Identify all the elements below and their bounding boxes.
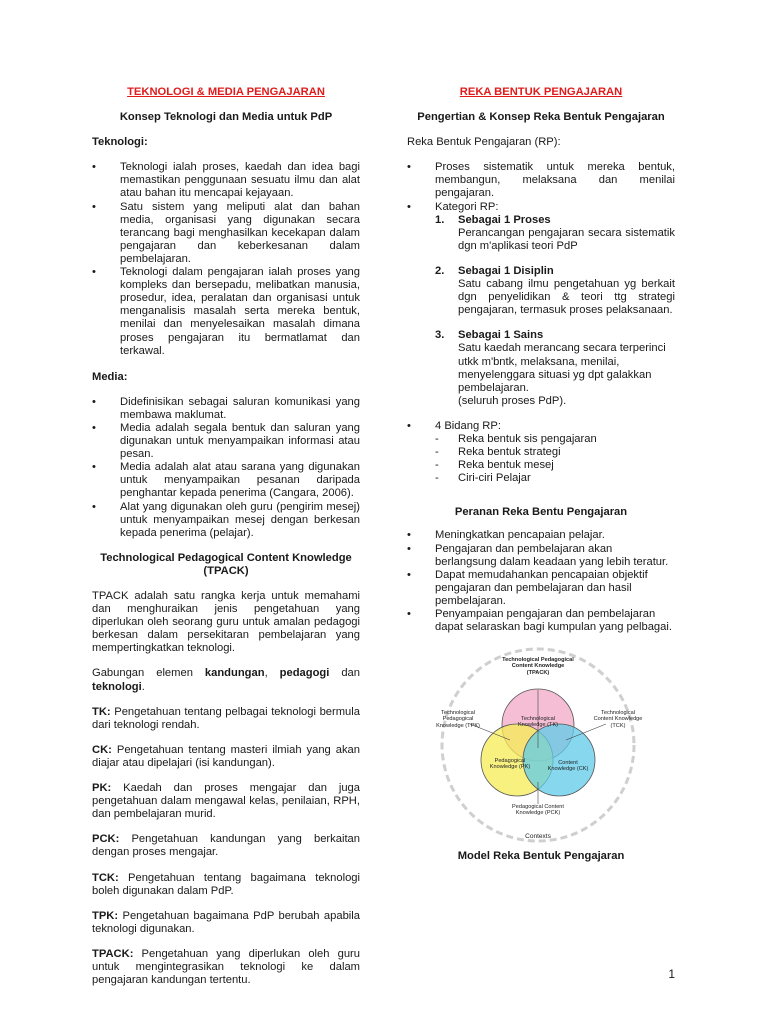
tck-label: Technological Content Knowledge (TCK) [593, 710, 643, 729]
contexts-label: Contexts [525, 833, 551, 841]
tpack-label: Technological Pedagogical Content Knowledge (TPACK) [502, 657, 574, 676]
definition-pk: PK: Kaedah dan proses mengajar dan juga pengetahuan dalam mengawal kelas, penilaian, RPH, dan pembelajaran murid. [92, 782, 360, 821]
bidang-item: - Reka bentuk mesej [435, 459, 675, 472]
rp-list [407, 161, 675, 485]
kategori-item: 1. Sebagai 1 Proses Perancangan pengajaran secara sistematik dgn m'aplikasi teori PdP [435, 213, 675, 252]
teknologi-heading: Teknologi: [92, 136, 148, 149]
definition-tk: TK: Pengetahuan tentang pelbagai teknologi bermula dari teknologi rendah. [92, 705, 360, 731]
media-item: • Didefinisikan sebagai saluran komunikasi yang membawa maklumat. [92, 396, 360, 422]
bidang-item: - Reka bentuk sis pengajaran [435, 433, 675, 446]
diagram-caption: Model Reka Bentuk Pengajaran [457, 850, 625, 863]
peranan-item: • Meningkatkan pencapaian pelajar. [407, 529, 675, 542]
tpack-heading: Technological Pedagogical Content Knowledge (TPACK) [100, 551, 352, 577]
kandungan-term: kandungan [204, 667, 265, 680]
right-subtitle: Pengertian & Konsep Reka Bentuk Pengajaran [417, 111, 665, 124]
pedagogi-term: pedagogi [279, 667, 330, 680]
definition-tpack: TPACK: Pengetahuan yang diperlukan oleh guru untuk mengintegrasikan teknologi ke dalam pengajaran kandungan tertentu. [92, 947, 360, 987]
media-item: • Alat yang digunakan oleh guru (pengirim mesej) untuk menyampaikan mesej dengan berkesan kepada penerima (pelajar). [92, 501, 360, 540]
kategori-item: 3. Sebagai 1 Sains Satu kaedah merancang secara terperinci utkk m'bntk, melaksana, menilai, menyelenggara situasi yg dpt galakkan pembelajaran. (seluruh proses PdP). [435, 329, 666, 407]
rp-item: • Proses sistematik untuk mereka bentuk, membangun, melaksana dan menilai pengajaran. [407, 161, 675, 200]
peranan-item: • Pengajaran dan pembelajaran akan berlangsung dalam keadaan yang lebih teratur. [407, 543, 675, 569]
tpk-label: Technological Pedagogical Knowledge (TPK) [436, 710, 480, 729]
tpack-diagram [422, 644, 654, 846]
right-section-title: REKA BENTUK PENGAJARAN [459, 86, 623, 98]
teknologi-list [92, 161, 360, 357]
rp-item: • 4 Bidang RP: - Reka bentuk sis pengajaran - Reka bentuk strategi - Reka bentuk mesej - Ciri-ciri Pelajar [407, 420, 675, 485]
teknologi-item: • Satu sistem yang meliputi alat dan bahan media, organisasi yang digunakan secara terancang bagi menghasilkan kecekapan dalam pengajaran dan keberkesanan dalam pembelajaran. [92, 201, 360, 266]
left-section-title: TEKNOLOGI & MEDIA PENGAJARAN [127, 86, 325, 98]
kategori-item: 2. Sebagai 1 Disiplin Satu cabang ilmu pengetahuan yg berkait dgn penyelidikan & teori ttg strategi pengajaran, termasuk proses pelaksanaan. [435, 264, 675, 317]
rp-intro: Reka Bentuk Pengajaran (RP): [407, 136, 561, 149]
gabungan-line: Gabungan elemen kandungan, pedagogi dan teknologi. [92, 667, 361, 693]
tpack-intro: TPACK adalah satu rangka kerja untuk memahami dan menghuraikan jenis pengetahuan yang diperlukan oleh seorang guru untuk amalan pedagogi berkesan dalam persekitaran pembelajaran yang mempertingkatkan teknologi. [92, 590, 360, 655]
media-item: • Media adalah segala bentuk dan saluran yang digunakan untuk menyampaikan informasi atau pesan. [92, 422, 360, 461]
pk-label: Pedagogical Knowledge (PK) [489, 758, 531, 771]
pck-label: Pedagogical Content Knowledge (PCK) [512, 804, 564, 817]
definition-ck: CK: Pengetahuan tentang masteri ilmiah yang akan diajar atau dipelajari (isi kandungan). [92, 743, 360, 769]
bidang-list [435, 433, 675, 485]
definition-pck: PCK: Pengetahuan kandungan yang berkaitan dengan proses mengajar. [92, 833, 360, 859]
definition-tpk: TPK: Pengetahuan bagaimana PdP berubah apabila teknologi digunakan. [92, 909, 360, 935]
peranan-list [407, 529, 675, 634]
peranan-heading: Peranan Reka Bentu Pengajaran [454, 506, 628, 519]
left-column [92, 86, 360, 987]
media-item: • Media adalah alat atau sarana yang digunakan untuk menyampaikan pesanan daripada penghantar kepada penerima (Cangara, 2006). [92, 461, 360, 500]
rp-item: • Kategori RP: 1. Sebagai 1 Proses Perancangan pengajaran secara sistematik dgn m'aplikasi teori PdP 2. Sebagai 1 Disiplin Satu cabang ilmu pengetahuan yg berkait dgn penyelidikan & teori ttg strategi pengajaran, termasuk proses pelaksanaan. 3. Sebagai 1 Sains Satu kaedah merancang secara terperinci utkk m'bntk, melaksana, menilai, menyelenggara situasi yg dpt galakkan pembelajaran. (seluruh proses PdP). [407, 201, 675, 408]
ck-label: Content Knowledge (CK) [547, 760, 589, 773]
peranan-item: • Penyampaian pengajaran dan pembelajaran dapat selaraskan bagi kumpulan yang pelbagai. [407, 608, 675, 634]
tk-label: Technological Knowledge (TK) [517, 716, 559, 729]
bidang-item: - Reka bentuk strategi [435, 446, 675, 459]
page-number: 1 [668, 967, 675, 981]
media-heading: Media: [92, 370, 128, 383]
bidang-item: - Ciri-ciri Pelajar [435, 472, 675, 485]
right-column [407, 86, 675, 863]
teknologi-item: • Teknologi dalam pengajaran ialah proses yang kompleks dan bersepadu, melibatkan manusia, prosedur, idea, peralatan dan organisasi untuk menganalisis masalah serta mereka bentuk, menilai dan menyelesaikan masalah dimana proses pengajaran itu bermatlamat dan terkawal. [92, 266, 360, 358]
teknologi-term: teknologi [92, 680, 142, 693]
definition-list [92, 706, 360, 988]
kategori-list [435, 214, 675, 408]
teknologi-item: • Teknologi ialah proses, kaedah dan idea bagi memastikan penggunaan sesuatu ilmu dan alat atau bahan itu mencapai kejayaan. [92, 161, 360, 200]
peranan-item: • Dapat memudahankan pencapaian objektif pengajaran dan pembelajaran dan hasil pembelajaran. [407, 569, 675, 608]
definition-tck: TCK: Pengetahuan tentang bagaimana teknologi boleh digunakan dalam PdP. [92, 871, 360, 897]
media-list [92, 396, 360, 540]
left-subtitle: Konsep Teknologi dan Media untuk PdP [119, 111, 333, 124]
